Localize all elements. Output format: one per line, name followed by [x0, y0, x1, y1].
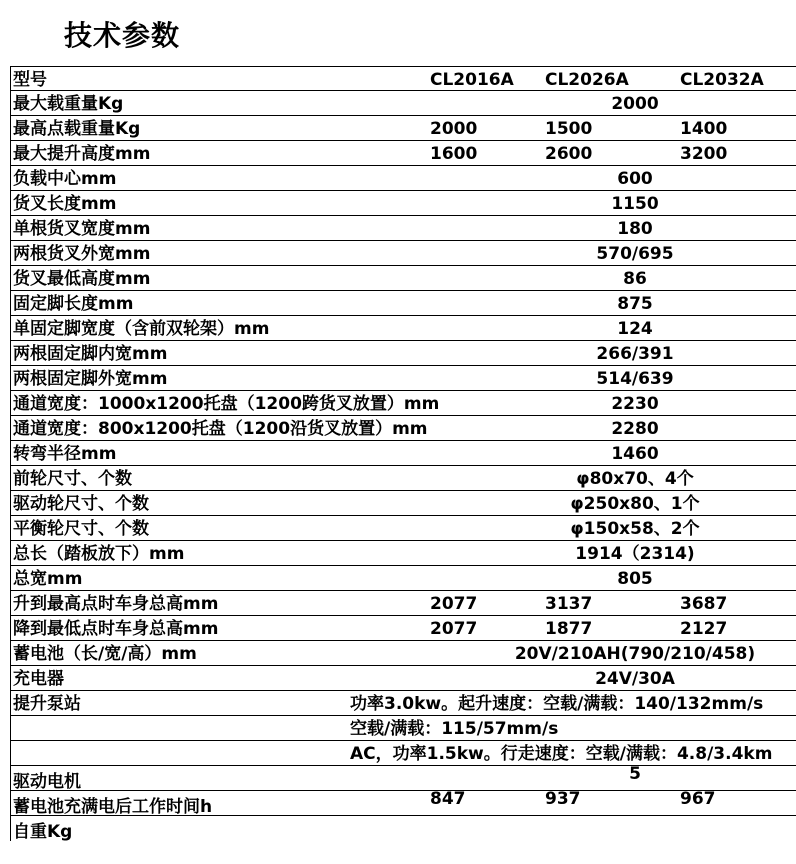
table-row	[10, 316, 796, 341]
table-row	[10, 216, 796, 241]
table-row	[10, 566, 796, 591]
row-value: φ150x58、2个	[570, 519, 700, 539]
table-row	[10, 516, 796, 541]
row-value-2: 2600	[545, 144, 593, 164]
row-label: 货叉长度mm	[13, 194, 117, 214]
row-value-1: 2000	[430, 119, 478, 139]
row-value-2: 1877	[545, 619, 593, 639]
row-label: 升到最高点时车身总高mm	[13, 594, 219, 614]
row-value-3: 3687	[680, 594, 728, 614]
table-row	[10, 666, 796, 691]
row-label: 最高点载重量Kg	[13, 119, 141, 139]
row-value: φ80x70、4个	[576, 469, 694, 489]
row-label: 蓄电池（长/宽/高）mm	[13, 644, 197, 664]
row-value: 266/391	[596, 344, 674, 364]
pump-row-1	[10, 691, 796, 716]
row-value-3: 2127	[680, 619, 728, 639]
row-value-1: 847	[430, 789, 466, 809]
row-label: 单固定脚宽度（含前双轮架）mm	[13, 319, 270, 339]
table-row	[10, 266, 796, 291]
pump-row-2	[10, 716, 796, 741]
table-row	[10, 766, 796, 791]
row-value: 2230	[611, 394, 659, 414]
row-label: 固定脚长度mm	[13, 294, 134, 314]
table-row	[10, 116, 796, 141]
row-value: 875	[617, 294, 653, 314]
row-value: 514/639	[596, 369, 674, 389]
row-value: 600	[617, 169, 653, 189]
row-value-2: 1500	[545, 119, 593, 139]
table-row	[10, 441, 796, 466]
row-label: 两根固定脚外宽mm	[13, 369, 168, 389]
row-value-1: 2077	[430, 619, 478, 639]
row-label: 两根固定脚内宽mm	[13, 344, 168, 364]
row-label: 平衡轮尺寸、个数	[13, 519, 149, 539]
row-label: 总宽mm	[13, 569, 83, 589]
row-value: 86	[623, 269, 647, 289]
row-label: 负载中心mm	[13, 169, 117, 189]
row-label: 最大提升高度mm	[13, 144, 151, 164]
table-row	[10, 616, 796, 641]
row-value-3: 3200	[680, 144, 728, 164]
row-label: 自重Kg	[13, 822, 73, 842]
row-value: 180	[617, 219, 653, 239]
row-value: 124	[617, 319, 653, 339]
pump-line-1: 功率3.0kw。起升速度：空载/满载：140/132mm/s	[350, 694, 764, 714]
model-2: CL2026A	[545, 70, 629, 90]
row-value: 1914（2314)	[575, 544, 695, 564]
pump-line-3: AC，功率1.5kw。行走速度：空载/满载：4.8/3.4km	[350, 744, 773, 764]
row-label: 货叉最低高度mm	[13, 269, 151, 289]
table-row	[10, 591, 796, 616]
header-label: 型号	[13, 70, 47, 90]
table-row	[10, 191, 796, 216]
page-title: 技术参数	[64, 19, 181, 52]
table-row	[10, 641, 796, 666]
row-value: 570/695	[596, 244, 674, 264]
spec-table	[10, 66, 796, 841]
table-row	[10, 91, 796, 116]
table-row	[10, 366, 796, 391]
table-row	[10, 291, 796, 316]
row-value: 5	[629, 764, 641, 784]
row-value-1: 1600	[430, 144, 478, 164]
row-value: 20V/210AH(790/210/458)	[514, 644, 756, 664]
row-value: 805	[617, 569, 653, 589]
row-label: 降到最低点时车身总高mm	[13, 619, 219, 639]
row-label: 前轮尺寸、个数	[13, 469, 132, 489]
table-row	[10, 466, 796, 491]
table-header-row	[10, 66, 796, 91]
row-label: 驱动轮尺寸、个数	[13, 494, 149, 514]
row-value-2: 937	[545, 789, 581, 809]
model-3: CL2032A	[680, 70, 764, 90]
row-label: 充电器	[13, 669, 64, 689]
row-value: φ250x80、1个	[570, 494, 700, 514]
table-row	[10, 341, 796, 366]
row-label: 最大载重量Kg	[13, 94, 124, 114]
row-label: 通道宽度：1000x1200托盘（1200跨货叉放置）mm	[13, 394, 440, 414]
row-label: 两根货叉外宽mm	[13, 244, 151, 264]
table-row	[10, 241, 796, 266]
row-label: 转弯半径mm	[13, 444, 117, 464]
row-value-2: 3137	[545, 594, 593, 614]
row-label: 通道宽度：800x1200托盘（1200沿货叉放置）mm	[13, 419, 428, 439]
row-value: 2280	[611, 419, 659, 439]
table-row	[10, 141, 796, 166]
row-label: 提升泵站	[13, 694, 81, 714]
row-label: 蓄电池充满电后工作时间h	[13, 797, 213, 817]
row-value: 1460	[611, 444, 659, 464]
table-row	[10, 391, 796, 416]
row-label: 驱动电机	[13, 772, 81, 792]
row-label: 总长（踏板放下）mm	[13, 544, 185, 564]
table-row	[10, 491, 796, 516]
pump-row-3	[10, 741, 796, 766]
table-row	[10, 166, 796, 191]
row-value: 1150	[611, 194, 659, 214]
table-row	[10, 416, 796, 441]
row-value: 24V/30A	[595, 669, 675, 689]
table-row	[10, 541, 796, 566]
table-row	[10, 816, 796, 841]
row-label: 单根货叉宽度mm	[13, 219, 151, 239]
row-value-3: 1400	[680, 119, 728, 139]
row-value-3: 967	[680, 789, 716, 809]
model-1: CL2016A	[430, 70, 514, 90]
table-row	[10, 791, 796, 816]
row-value: 2000	[611, 94, 659, 114]
row-value-1: 2077	[430, 594, 478, 614]
pump-line-2: 空载/满载：115/57mm/s	[350, 719, 559, 739]
